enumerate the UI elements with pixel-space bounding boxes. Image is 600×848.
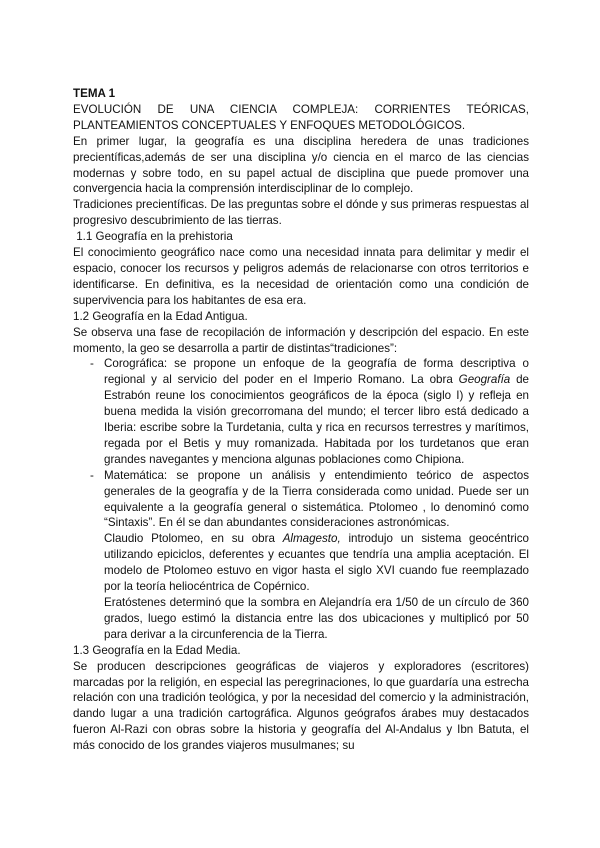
ptolomeo-paragraph: Claudio Ptolomeo, en su obra Almagesto, introdujo un sistema geocéntrico utilizando epiciclos, deferentes y ecuantes que tendría una amplia aceptación. El modelo de Ptolomeo estuvo en vigor hasta el siglo XVI cuando fue reemplazado por la teoría heliocéntrica de Copérnico. (104, 532, 529, 594)
corografica-paragraph: Corográfica: se propone un enfoque de la geografía de forma descriptiva o regional y al servicio del poder en el Imperio Romano. La obra Geografía de Estrabón reune los conocimientos geográficos de la época (siglo I) y refleja en buena medida la visión grecorromana del mundo; el tercer libro está dedicado a Iberia: escribe sobre la Turdetania, culta y rica en recursos terrestres y marítimos, regada por el Betis y muy romanizada. Habitada por los turdetanos que eran grandes navegantes y menciona algunas poblaciones como Chipiona. (104, 357, 530, 466)
document-heading: EVOLUCIÓN DE UNA CIENCIA COMPLEJA: CORRIENTES TEÓRICAS, PLANTEAMIENTOS CONCEPTUALES Y ENFOQUES METODOLÓGICOS. (73, 102, 529, 132)
section-1-2-heading: 1.2 Geografía en la Edad Antigua. (73, 309, 248, 323)
tradiciones-paragraph: Tradiciones precientíficas. De las preguntas sobre el dónde y sus primeras respuestas al progresivo descubrimiento de las tierras. (73, 198, 529, 228)
eratostenes-paragraph: Eratóstenes determinó que la sombra en Alejandría era 1/50 de un círculo de 360 grados, luego estimó la distancia entre las dos ubicaciones y multiplicó por 50 para derivar a la circunferencia de la Tierra. (104, 596, 529, 641)
bullet-dash: - (90, 468, 94, 482)
matematica-paragraph: Matemática: se propone un análisis y entendimiento teórico de aspectos generales de la geografía y de la Tierra considerada como unidad. Puede ser un equivalente a la geografía general o sistemática. Ptolomeo , lo denominó como “Sintaxis”. En él se dan abundantes consideraciones astronómicas. (104, 468, 529, 530)
list-item (73, 468, 529, 643)
bullet-dash: - (90, 357, 94, 371)
section-1-1-heading: 1.1 Geografía en la prehistoria (73, 230, 233, 244)
section-1-3-heading: 1.3 Geografía en la Edad Media. (73, 643, 241, 657)
intro-paragraph: En primer lugar, la geografía es una disciplina heredera de unas tradiciones precientíficas,además de ser una disciplina y/o ciencia en el marco de las ciencias modernas y sobre todo, en su papel actual de disciplina que puede promover una convergencia hacia la comprensión interdisciplinar de lo complejo. (73, 134, 529, 196)
tradiciones-list (73, 356, 529, 642)
section-1-2-text: Se observa una fase de recopilación de información y descripción del espacio. En este momento, la geo se desarrolla a partir de distintas“tradiciones”: (73, 325, 529, 355)
document-page (73, 86, 529, 754)
section-1-1-text: El conocimiento geográfico nace como una necesidad innata para delimitar y medir el espacio, conocer los recursos y peligros además de relacionarse con otros territorios e identificarse. En definitiva, es la necesidad de orientación como una condición de supervivencia para los habitantes de esa era. (73, 246, 529, 307)
list-item (73, 356, 529, 467)
document-title: TEMA 1 (73, 87, 116, 100)
section-1-3-text: Se producen descripciones geográficas de viajeros y exploradores (escritores) marcadas por la religión, en especial las peregrinaciones, lo que guardaría una estrecha relación con una tradición teológica, y por la necesidad del comercio y la administración, dando lugar a una tradición cartográfica. Algunos geógrafos árabes muy destacados fueron Al-Razi con obras sobre la historia y geografía del Al-Andalus y Ibn Batuta, el más conocido de los grandes viajeros musulmanes; su (73, 659, 529, 753)
